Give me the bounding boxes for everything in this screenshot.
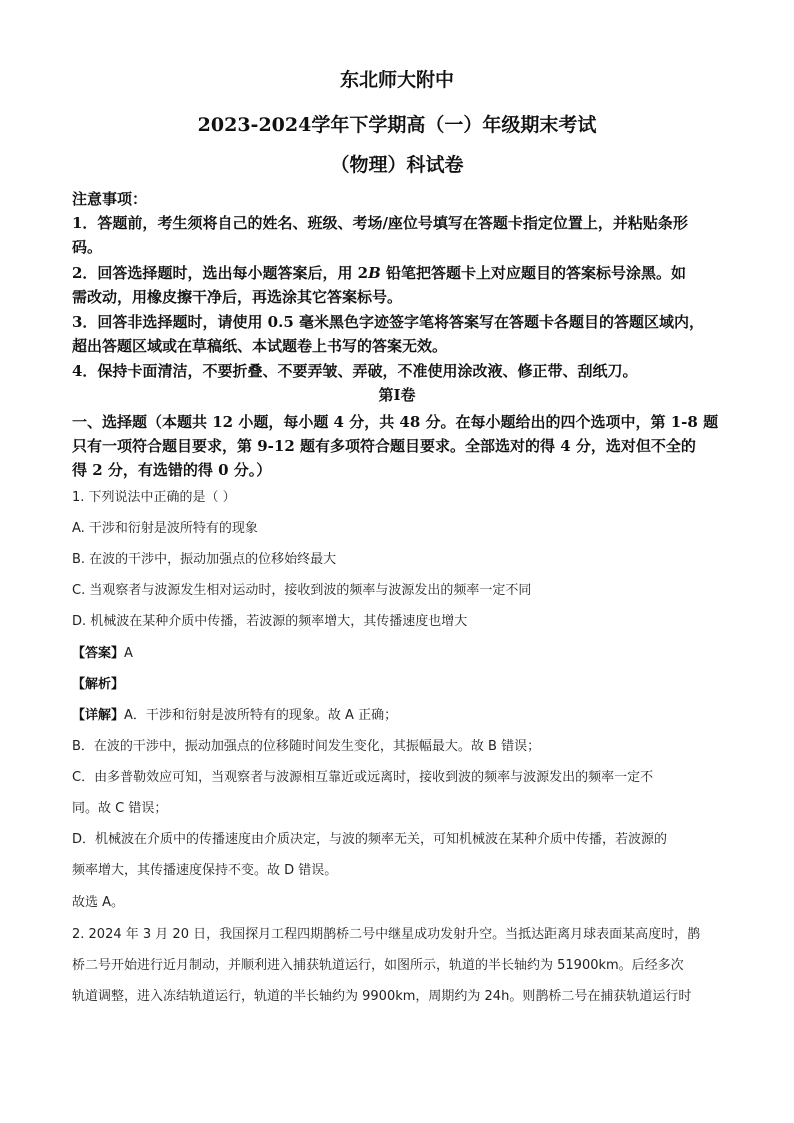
question-2-line-2: 桥二号开始进行近月制动，并顺利进入捕获轨道运行，如图所示，轨道的半长轴约为 51900km。后经多次	[72, 958, 684, 973]
detail-c-line-2: 同。故 C 错误；	[72, 801, 168, 816]
question-1-option-c: C. 当观察者与波源发生相对运动时，接收到波的频率与波源发出的频率一定不同	[72, 583, 532, 598]
detail-a-line	[72, 706, 397, 726]
section-1-line-2: 只有一项符合题目要求，第 9-12 题有多项符合题目要求。全部选对的得 4 分，选对但不全的	[72, 437, 696, 455]
detail-tag: 【详解】	[72, 708, 125, 723]
answer-tag: 【答案】	[72, 646, 125, 661]
question-1-option-b: B. 在波的干涉中，振动加强点的位移始终最大	[72, 552, 337, 567]
question-1-option-d: D. 机械波在某种介质中传播，若波源的频率增大，其传播速度也增大	[72, 614, 468, 629]
volume-title: 第Ⅰ卷	[378, 386, 416, 404]
answer-line	[72, 644, 133, 664]
notice-item-2-part-a: 2．回答选择题时，选出每小题答案后，用 2	[72, 264, 369, 282]
detail-d-line-1: D．机械波在介质中的传播速度由介质决定，与波的频率无关，可知机械波在某种介质中传播，若波源的	[72, 832, 668, 847]
notice-item-2-part-b: B	[368, 264, 381, 282]
subject-title: （物理）科试卷	[330, 154, 464, 176]
detail-c-line-1: C．由多普勒效应可知，当观察者与波源相互靠近或远离时，接收到波的频率与波源发出的频率一定不	[72, 770, 654, 785]
question-2-line-1: 2. 2024 年 3 月 20 日，我国探月工程四期鹊桥二号中继星成功发射升空。当抵达距离月球表面某高度时，鹊	[72, 927, 701, 942]
notice-item-3-line-1: 3．回答非选择题时，请使用 0.5 毫米黑色字迹签字笔将答案写在答题卡各题目的答题区域内，	[72, 313, 704, 331]
section-1-line-1: 一、选择题（本题共 12 小题，每小题 4 分，共 48 分。在每小题给出的四个选项中，第 1-8 题	[72, 413, 719, 431]
notice-title: 注意事项：	[72, 190, 148, 208]
analysis-tag: 【解析】	[72, 677, 125, 692]
notice-item-2-line-2: 需改动，用橡皮擦干净后，再选涂其它答案标号。	[72, 288, 403, 306]
question-1-option-a: A. 干涉和衍射是波所特有的现象	[72, 521, 258, 536]
exam-title: 2023-2024学年下学期高（一）年级期末考试	[197, 114, 597, 136]
notice-item-3-line-2: 超出答题区域或在草稿纸、本试题卷上书写的答案无效。	[72, 337, 448, 355]
notice-item-2-part-c: 铅笔把答题卡上对应题目的答案标号涂黑。如	[380, 264, 687, 282]
detail-b: B．在波的干涉中，振动加强点的位移随时间发生变化，其振幅最大。故 B 错误；	[72, 739, 541, 754]
notice-item-1-line-1: 1．答题前，考生须将自己的姓名、班级、考场/座位号填写在答题卡指定位置上，并粘贴条形	[72, 214, 688, 232]
notice-item-4: 4．保持卡面清洁，不要折叠、不要弄皱、弄破，不准使用涂改液、修正带、刮纸刀。	[72, 362, 638, 380]
question-2-line-3: 轨道调整，进入冻结轨道运行，轨道的半长轴约为 9900km，周期约为 24h。则鹊桥二号在捕获轨道运行时	[72, 989, 692, 1004]
school-title: 东北师大附中	[339, 69, 454, 91]
detail-a-text: A．干涉和衍射是波所特有的现象。故 A 正确；	[124, 708, 398, 723]
notice-item-1-line-2: 码。	[72, 238, 103, 256]
answer-value: A	[124, 646, 133, 661]
section-1-line-3: 得 2 分，有选错的得 0 分。）	[72, 461, 272, 479]
analysis-line	[72, 675, 124, 695]
conclusion: 故选 A。	[72, 895, 125, 910]
question-1-stem: 1. 下列说法中正确的是（ ）	[72, 490, 236, 505]
notice-item-2-line-1	[72, 262, 686, 284]
detail-d-line-2: 频率增大，其传播速度保持不变。故 D 错误。	[72, 863, 338, 878]
